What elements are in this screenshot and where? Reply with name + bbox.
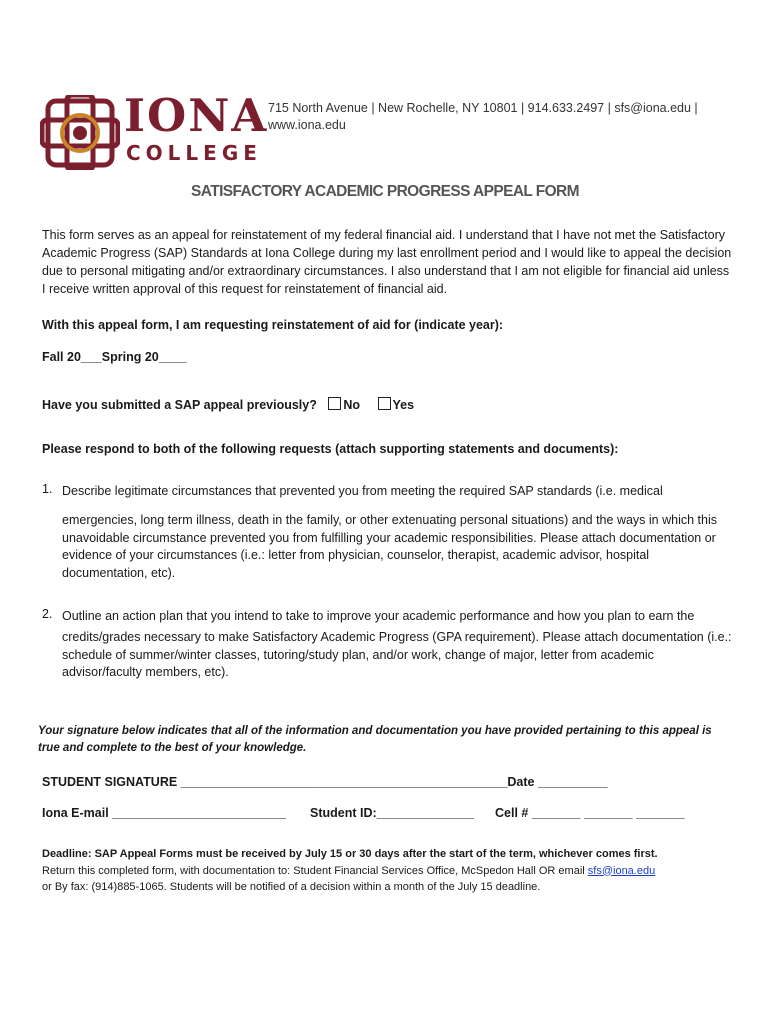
- year-request-label: With this appeal form, I am requesting reinstatement of aid for (indicate year):: [42, 318, 504, 332]
- form-title: SATISFACTORY ACADEMIC PROGRESS APPEAL FORM: [191, 183, 579, 200]
- cell-field[interactable]: Cell # _______ _______ _______: [495, 806, 685, 820]
- intro-paragraph: This form serves as an appeal for reinstatement of my federal financial aid. I understand that I have not met the Satisfactory Academic Progress (SAP) Standards at Iona College during my last enrollment period and I would like to appeal the decision due to personal mitigating and/or extraordinary circumstances. I also understand that I am not eligible for financial aid unless I receive written approval of this request for reinstatement of financial aid.: [42, 228, 732, 296]
- item-1-number: 1.: [42, 482, 53, 496]
- item-1-first-line: Describe legitimate circumstances that prevented you from meeting the required SAP standards (i.e. medical: [62, 484, 663, 498]
- previous-appeal-question: Have you submitted a SAP appeal previously?: [42, 398, 317, 412]
- fax-instructions: or By fax: (914)885-1065. Students will be notified of a decision within a month of the July 15 deadline.: [42, 881, 541, 893]
- yes-checkbox[interactable]: [378, 397, 391, 410]
- college-address: 715 North Avenue | New Rochelle, NY 10801 | 914.633.2497 | sfs@iona.edu | www.iona.edu: [268, 101, 698, 132]
- sfs-email-link[interactable]: sfs@iona.edu: [587, 864, 656, 877]
- student-id-field[interactable]: Student ID:______________: [310, 806, 474, 820]
- deadline-text: Deadline: SAP Appeal Forms must be received by July 15 or 30 days after the start of the term, whichever comes first.: [42, 848, 658, 860]
- deadline-section: [42, 846, 742, 896]
- item-2-number: 2.: [42, 607, 53, 621]
- term-fields[interactable]: Fall 20___Spring 20____: [42, 350, 187, 364]
- return-prefix: Return this completed form, with documentation to: Student Financial Services Office, McSpedon Hall OR email: [42, 864, 588, 877]
- yes-label: Yes: [392, 398, 415, 412]
- logo-name: IONA: [124, 89, 269, 142]
- no-checkbox[interactable]: [328, 397, 341, 410]
- return-instructions: [42, 863, 742, 880]
- item-2-text: credits/grades necessary to make Satisfactory Academic Progress (GPA requirement). Please attach documentation (i.e.: schedule of summer/winter classes, tutoring/study plan, and/or work, change of major, letter from academic advisor/faculty members, etc).: [62, 630, 732, 679]
- iona-college-logo: [40, 89, 269, 170]
- item-2-first-line: Outline an action plan that you intend to take to improve your academic performance and how you plan to earn the: [62, 609, 695, 623]
- logo-subname: COLLEGE: [126, 141, 262, 165]
- celtic-cross-emblem-icon: [40, 95, 120, 170]
- email-field[interactable]: Iona E-mail _________________________: [42, 806, 286, 820]
- previous-appeal-row: [42, 397, 414, 412]
- certification-statement: Your signature below indicates that all of the information and documentation you have provided pertaining to this appeal is true and complete to the best of your knowledge.: [38, 725, 712, 754]
- signature-date-field[interactable]: STUDENT SIGNATURE _______________________________________________Date __________: [42, 775, 608, 789]
- no-label: No: [343, 398, 361, 412]
- requests-heading: Please respond to both of the following requests (attach supporting statements and documents):: [42, 442, 619, 456]
- item-1-text: emergencies, long term illness, death in the family, or other extenuating personal situations) and the ways in which this unavoidable circumstance prevented you from fulfilling your academic responsibilities. Please attach documentation or evidence of your circumstances (i.e.: letter from physician, counselor, therapist, academic advisor, hospital documentation, etc).: [62, 513, 717, 580]
